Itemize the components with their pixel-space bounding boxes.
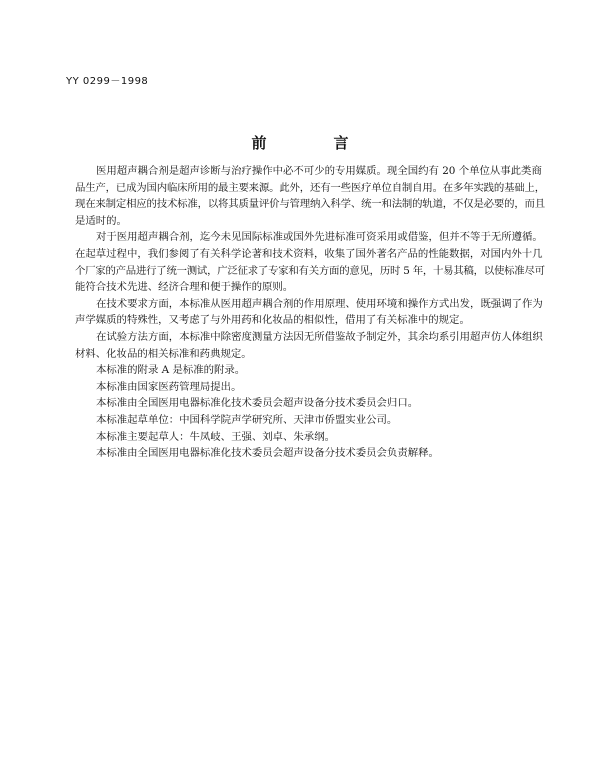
paragraph-drafters [75, 429, 545, 446]
paragraph-line: 声学媒质的特殊性，又考虑了与外用药和化妆品的相似性，借用了有关标准中的规定。 [75, 314, 470, 327]
paragraph-drafting-units [75, 412, 545, 429]
paragraph-line: 是适时的。 [75, 214, 127, 227]
paragraph-intro [75, 163, 545, 229]
paragraph-line: 本标准由国家医药管理局提出。 [96, 380, 242, 393]
paragraph-line: 材料、化妆品的相关标准和药典规定。 [75, 347, 252, 360]
paragraph-administrator [75, 395, 545, 412]
paragraph-test-methods [75, 329, 545, 362]
paragraph-proposer [75, 379, 545, 396]
paragraph-technical-requirements [75, 296, 545, 329]
paragraph-appendix [75, 362, 545, 379]
paragraph-standards [75, 229, 545, 295]
paragraph-line: 对于医用超声耦合剂，迄今未见国际标准或国外先进标准可资采用或借鉴，但并不等于无所遵循。 [96, 231, 543, 244]
paragraph-line: 在技术要求方面，本标准从医用超声耦合剂的作用原理、使用环境和操作方式出发，既强调了作为 [96, 297, 543, 310]
paragraph-line: 在起草过程中，我们参阅了有关科学论著和技术资料，收集了国外著名产品的性能数据，对国内外十几 [75, 247, 543, 260]
paragraph-line: 医用超声耦合剂是超声诊断与治疗操作中必不可少的专用媒质。现全国约有 20 个单位从事此类商 [96, 165, 542, 177]
paragraph-line: 个厂家的产品进行了统一测试，广泛征求了专家和有关方面的意见，历时 5 年，十易其稿，以使标准尽可 [75, 264, 545, 277]
page-title: 前 言 [251, 134, 375, 152]
paragraph-line: 本标准由全国医用电器标准化技术委员会超声设备分技术委员会负责解释。 [96, 447, 439, 460]
standard-code: YY 0299－1998 [66, 76, 149, 87]
paragraph-line: 本标准由全国医用电器标准化技术委员会超声设备分技术委员会归口。 [96, 397, 419, 410]
foreword-body [75, 163, 545, 462]
paragraph-line: 本标准主要起草人：牛凤岐、王强、刘卓、朱承纲。 [96, 430, 335, 443]
paragraph-line: 本标准起草单位：中国科学院声学研究所、天津市侨盟实业公司。 [96, 413, 398, 426]
paragraph-line: 在试验方法方面，本标准中除密度测量方法因无所借鉴故予制定外，其余均系引用超声仿人体组织 [96, 330, 543, 343]
paragraph-interpretation [75, 445, 545, 462]
paragraph-line: 现在来制定相应的技术标准，以将其质量评价与管理纳入科学、统一和法制的轨道，不仅是必要的，而且 [75, 198, 545, 211]
paragraph-line: 品生产，已成为国内临床所用的最主要来源。此外，还有一些医疗单位自制自用。在多年实践的基础上， [75, 181, 545, 194]
paragraph-line: 本标准的附录 A 是标准的附录。 [96, 364, 246, 377]
paragraph-line: 能符合技术先进、经济合理和便于操作的原则。 [75, 281, 294, 294]
